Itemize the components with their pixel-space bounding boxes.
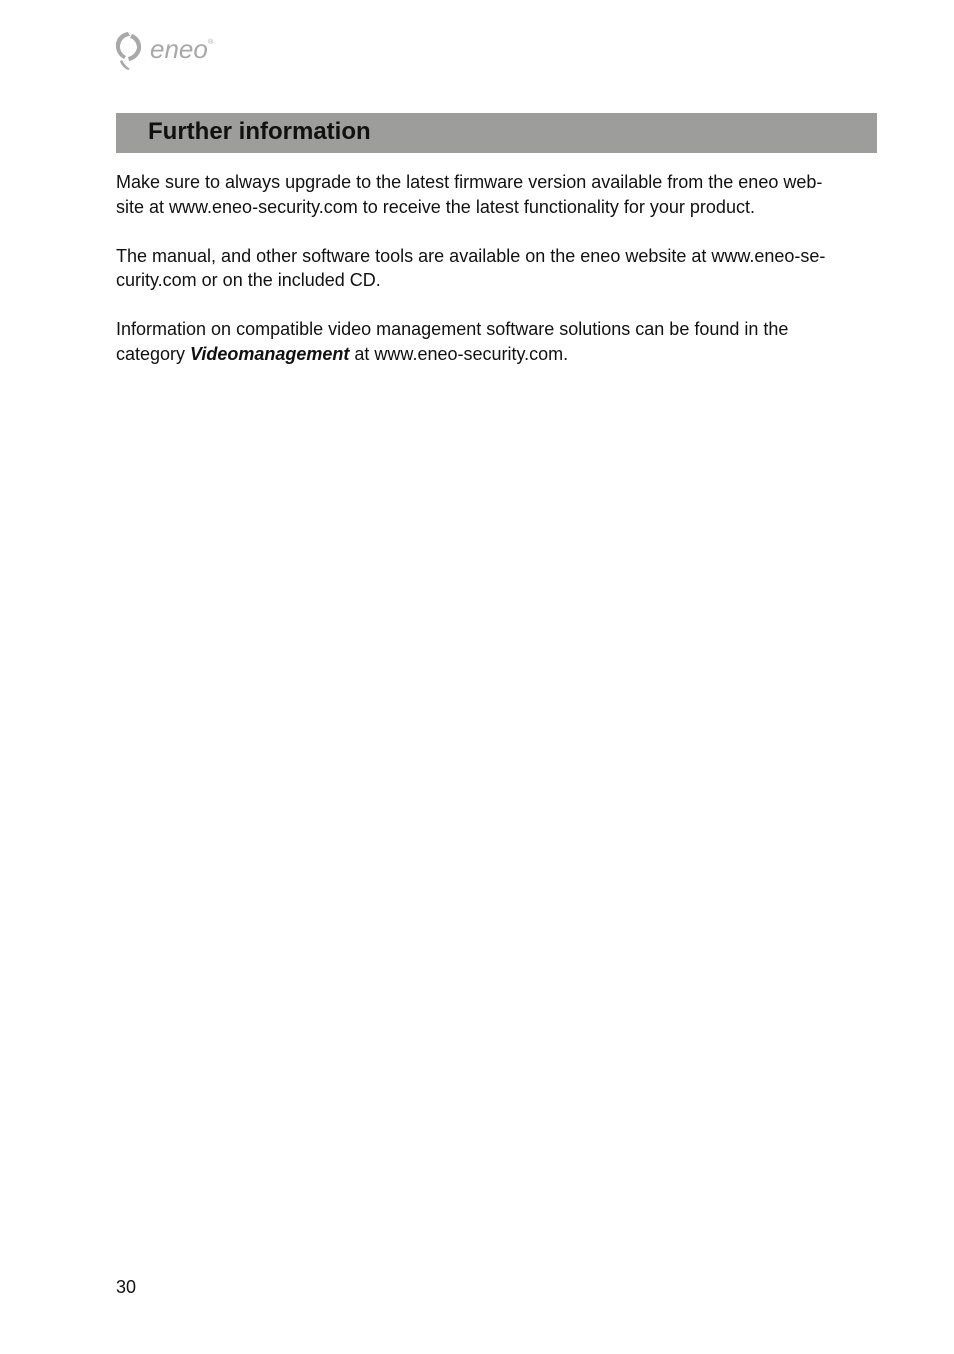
paragraph-line: The manual, and other software tools are available on the eneo website at www.eneo-se- xyxy=(116,245,826,266)
svg-text:®: ® xyxy=(208,39,214,46)
body-content xyxy=(116,170,877,391)
paragraph-line xyxy=(116,342,877,367)
svg-text:eneo: eneo xyxy=(150,34,208,64)
section-title: Further information xyxy=(148,118,371,145)
paragraph-manual xyxy=(116,244,877,293)
section-header-bar xyxy=(116,113,877,153)
paragraph-firmware xyxy=(116,170,877,219)
videomanagement-emphasis: Videomanagement xyxy=(190,343,350,364)
page-number: 30 xyxy=(116,1277,137,1297)
paragraph-vms xyxy=(116,317,877,366)
eneo-logo xyxy=(114,30,214,72)
eneo-logo-icon xyxy=(114,30,214,72)
paragraph-line: site at www.eneo-security.com to receive the latest functionality for your product. xyxy=(116,196,755,217)
line-prefix: category xyxy=(116,343,191,364)
paragraph-line: curity.com or on the included CD. xyxy=(116,270,381,290)
paragraph-line: Make sure to always upgrade to the latest firmware version available from the eneo web- xyxy=(116,172,823,192)
paragraph-line: Information on compatible video management software solutions can be found in the xyxy=(116,319,789,339)
line-suffix: at www.eneo-security.com. xyxy=(349,343,569,364)
